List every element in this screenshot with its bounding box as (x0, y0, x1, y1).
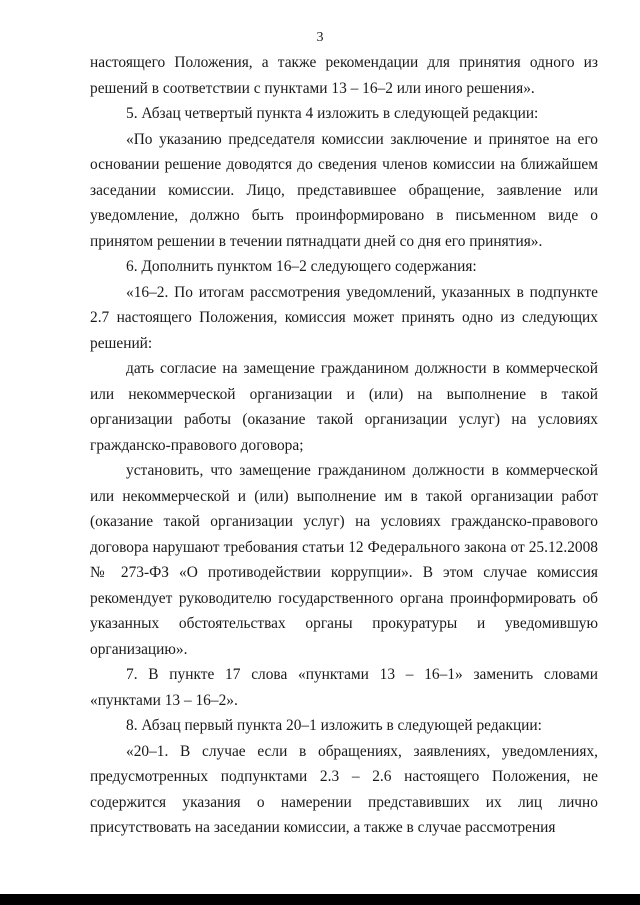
paragraph-continuation: настоящего Положения, а также рекомендации для принятия одного из решений в соответствии с пунктами 13 – 16–2 или иного решения». (90, 54, 598, 97)
paragraph-option-violation: установить, что замещение гражданином должности в коммерческой или некоммерческой и (или) выполнение им в такой организации работ (оказание такой организации услуг) на условиях гражданско-правового договора нарушают требования статьи 12 Федерального закона от 25.12.2008 № 273-ФЗ «О противодействии коррупции». В этом случае комиссия рекомендует руководителю государственного органа проинформировать об указанных обстоятельствах органы прокуратуры и уведомившую организацию». (90, 462, 598, 658)
page-number: 3 (316, 30, 324, 45)
document-body (90, 50, 598, 841)
paragraph-item-5-quote: «По указанию председателя комиссии заключение и принятое на его основании решение доводятся до сведения членов комиссии на ближайшем заседании комиссии. Лицо, представившее обращение, заявление или уведомление, должно быть проинформировано в письменном виде о принятом решении в течении пятнадцати дней со дня его принятия». (90, 130, 598, 250)
paragraph-option-consent: дать согласие на замещение гражданином должности в коммерческой или некоммерческой организации и (или) на выполнение в такой организации работы (оказание такой организации услуг) на условиях гражданско-правового договора; (90, 360, 598, 454)
paragraph-item-5: 5. Абзац четвертый пункта 4 изложить в следующей редакции: (126, 105, 539, 122)
paragraph-item-8: 8. Абзац первый пункта 20–1 изложить в следующей редакции: (126, 717, 542, 734)
paragraph-item-6-quote: «16–2. По итогам рассмотрения уведомлений, указанных в подпункте 2.7 настоящего Положения, комиссия может принять одно из следующих решений: (90, 283, 598, 352)
paragraph-item-8-quote: «20–1. В случае если в обращениях, заявлениях, уведомлениях, предусмотренных подпунктами 2.3 – 2.6 настоящего Положения, не содержится указания о намерении представивших их лиц лично присутствовать на заседании комиссии, а также в случае рассмотрения (90, 742, 598, 836)
paragraph-item-6: 6. Дополнить пунктом 16–2 следующего содержания: (126, 258, 477, 275)
paragraph-item-7: 7. В пункте 17 слова «пунктами 13 – 16–1» заменить словами «пунктами 13 – 16–2». (90, 666, 598, 709)
scan-edge-bar (0, 894, 640, 905)
